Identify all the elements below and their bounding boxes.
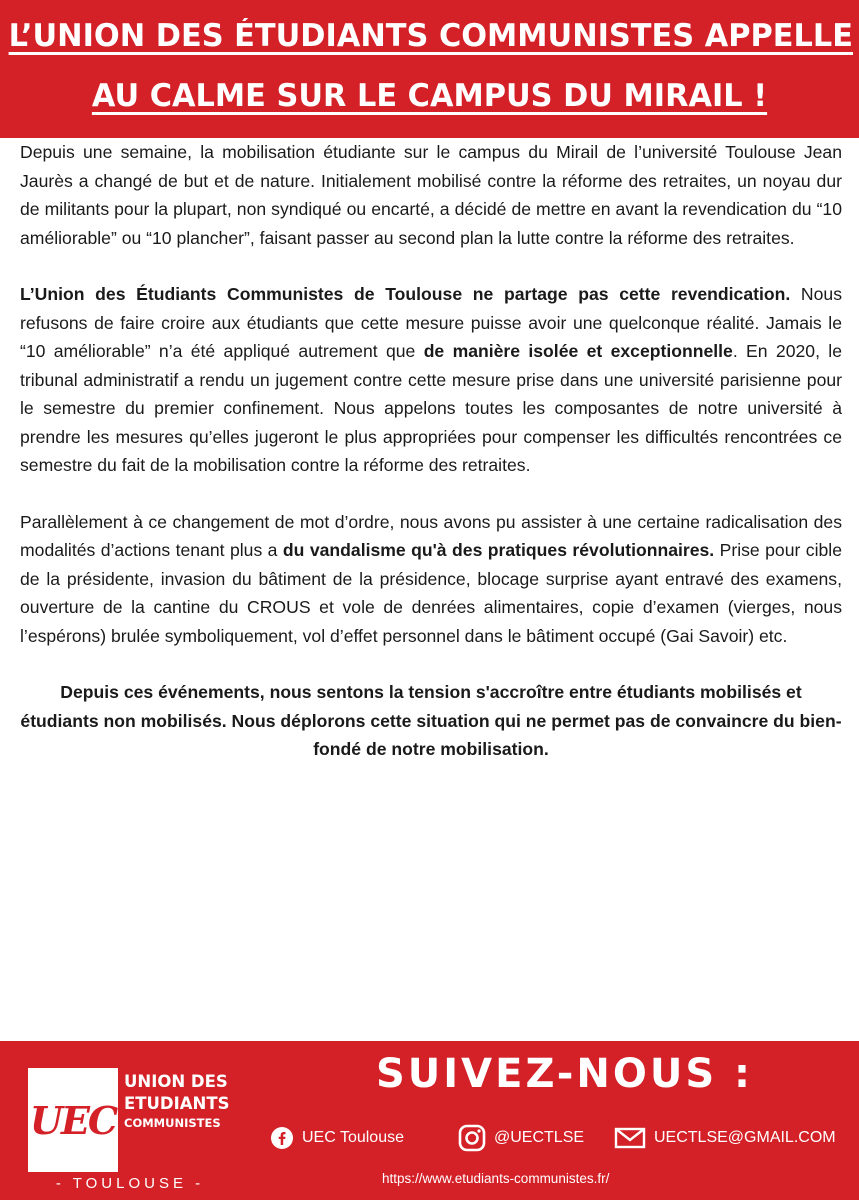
uec-logo: UEC: [28, 1068, 118, 1172]
paragraph-2: L’Union des Étudiants Communistes de Toulouse ne partage pas cette revendication. Nous refusons de faire croire aux étudiants que cette mesure puisse avoir une quelconque réalité. Jamais le “10 améliorable” n’a été appliqué autrement que de manière isolée et exceptionnelle. En 2020, le tribunal administratif a rendu un jugement contre cette mesure prise dans une université parisienne pour le semestre du premier confinement. Nous appelons toutes les composantes de notre université à prendre les mesures qu’elles jugeront le plus appropriées pour compenser les difficultés rencontrées ce semestre du fait de la mobilisation contre la réforme des retraites.: [20, 284, 842, 475]
paragraph-2-lead: L’Union des Étudiants Communistes de Toulouse ne partage pas cette revendication.: [20, 284, 791, 304]
org-name: UNION DES ETUDIANTS COMMUNISTES: [124, 1072, 230, 1130]
page-title-line2: AU CALME SUR LE CAMPUS DU MIRAIL !: [91, 78, 768, 114]
email-link[interactable]: UECTLSE@GMAIL.COM: [614, 1123, 836, 1153]
article-body: [20, 138, 842, 764]
paragraph-1: Depuis une semaine, la mobilisation étudiante sur le campus du Mirail de l’université Toulouse Jean Jaurès a changé de but et de nature. Initialement mobilisé contre la réforme des retraites, un noyau dur de militants pour la plupart, non syndiqué ou encarté, a décidé de mettre en avant la revendication du “10 améliorable” ou “10 plancher”, faisant passer au second plan la lutte contre la réforme des retraites.: [20, 142, 842, 248]
org-city: - TOULOUSE -: [55, 1175, 205, 1192]
paragraph-3: Parallèlement à ce changement de mot d’ordre, nous avons pu assister à une certaine radicalisation des modalités d’actions tenant plus a du vandalisme qu'à des pratiques révolutionnaires. Prise pour cible de la présidente, invasion du bâtiment de la présidence, blocage surprise ayant entravé des examens, ouverture de la cantine du CROUS et vole de denrées alimentaires, copie d’examen (vierges, nous l’espérons) brulée symboliquement, vol d’effet personnel dans le bâtiment occupé (Gai Savoir) etc.: [20, 511, 842, 646]
footer: [0, 1041, 859, 1200]
instagram-icon: [458, 1124, 486, 1152]
title-banner: [0, 0, 859, 138]
facebook-link[interactable]: UEC Toulouse: [270, 1123, 404, 1153]
paragraph-4: Depuis ces événements, nous sentons la tension s'accroître entre étudiants mobilisés et étudiants non mobilisés. Nous déplorons cette situation qui ne permet pas de convaincre du bien-fondé de notre mobilisation.: [20, 682, 842, 759]
page-title-line1: L’UNION DES ÉTUDIANTS COMMUNISTES APPELLE: [8, 18, 854, 54]
mail-icon: [614, 1126, 646, 1150]
follow-title: SUIVEZ-NOUS :: [376, 1051, 754, 1097]
instagram-link[interactable]: @UECTLSE: [458, 1123, 584, 1153]
facebook-icon: [270, 1126, 294, 1150]
website-link[interactable]: https://www.etudiants-communistes.fr/: [382, 1171, 610, 1186]
